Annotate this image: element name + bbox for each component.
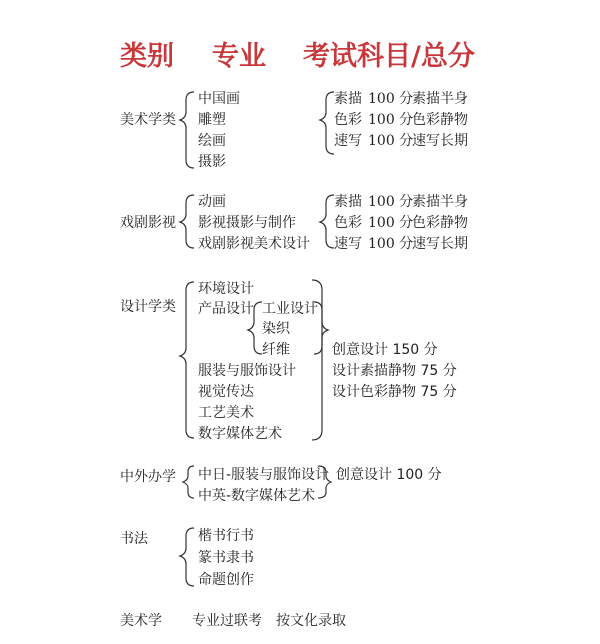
major-seal-clerical-script: 篆书隶书 xyxy=(198,550,254,566)
exam-creative-design: 创意设计 150 分 xyxy=(332,342,438,358)
exam-subject: 速写 xyxy=(334,133,362,149)
exam-content: 色彩静物 xyxy=(412,112,468,128)
exam-subject: 色彩 xyxy=(334,215,362,231)
major-product-design: 产品设计 xyxy=(198,301,254,317)
major-chinese-painting: 中国画 xyxy=(198,91,240,107)
header-major: 专业 xyxy=(212,41,266,72)
major-film-photography: 影视摄影与制作 xyxy=(198,215,296,231)
major-regular-running-script: 楷书行书 xyxy=(198,528,254,544)
exam-subject: 速写 xyxy=(334,236,362,252)
major-digital-media-art: 数字媒体艺术 xyxy=(198,426,282,442)
major-visual-communication: 视觉传达 xyxy=(198,384,254,400)
major-stage-art-design: 戏剧影视美术设计 xyxy=(198,236,310,252)
category-calligraphy: 书法 xyxy=(120,531,148,547)
header-exam-score: 考试科目/总分 xyxy=(303,41,475,72)
exam-joint-exam-pass: 专业过联考 xyxy=(192,613,262,629)
major-sino-japan-fashion: 中日-服装与服饰设计 xyxy=(198,467,330,483)
exam-score: 100 分 xyxy=(368,91,414,107)
exam-score: 100 分 xyxy=(368,133,414,149)
category-design: 设计学类 xyxy=(120,299,176,315)
exam-score: 100 分 xyxy=(368,236,414,252)
major-fashion-design: 服装与服饰设计 xyxy=(198,363,296,379)
exam-subject: 色彩 xyxy=(334,112,362,128)
exam-content: 速写长期 xyxy=(412,133,468,149)
exam-content: 速写长期 xyxy=(412,236,468,252)
category-art-studies: 美术学 xyxy=(120,613,162,629)
exam-content: 素描半身 xyxy=(412,194,468,210)
sub-fiber: 纤维 xyxy=(262,342,290,358)
major-sino-uk-digital-media: 中英-数字媒体艺术 xyxy=(198,488,316,504)
exam-content: 色彩静物 xyxy=(412,215,468,231)
exam-creative-design: 创意设计 100 分 xyxy=(336,467,442,483)
category-drama-film: 戏剧影视 xyxy=(120,215,176,231)
category-fine-arts: 美术学类 xyxy=(120,112,176,128)
exam-design-color: 设计色彩静物 75 分 xyxy=(332,384,457,400)
major-environment-design: 环境设计 xyxy=(198,281,254,297)
exam-subject: 素描 xyxy=(334,194,362,210)
major-painting: 绘画 xyxy=(198,133,226,149)
major-photography: 摄影 xyxy=(198,154,226,170)
major-crafts-art: 工艺美术 xyxy=(198,405,254,421)
major-themed-creation: 命题创作 xyxy=(198,572,254,588)
major-animation: 动画 xyxy=(198,194,226,210)
exam-score: 100 分 xyxy=(368,194,414,210)
sub-textile-dyeing: 染织 xyxy=(262,321,290,337)
header-category: 类别 xyxy=(120,41,174,72)
exam-score: 100 分 xyxy=(368,112,414,128)
admission-by-culture-score: 按文化录取 xyxy=(276,613,346,629)
exam-subject: 素描 xyxy=(334,91,362,107)
exam-score: 100 分 xyxy=(368,215,414,231)
category-joint-program: 中外办学 xyxy=(120,469,176,485)
exam-content: 素描半身 xyxy=(412,91,468,107)
sub-industrial-design: 工业设计 xyxy=(262,301,318,317)
exam-design-sketch: 设计素描静物 75 分 xyxy=(332,363,457,379)
major-sculpture: 雕塑 xyxy=(198,112,226,128)
